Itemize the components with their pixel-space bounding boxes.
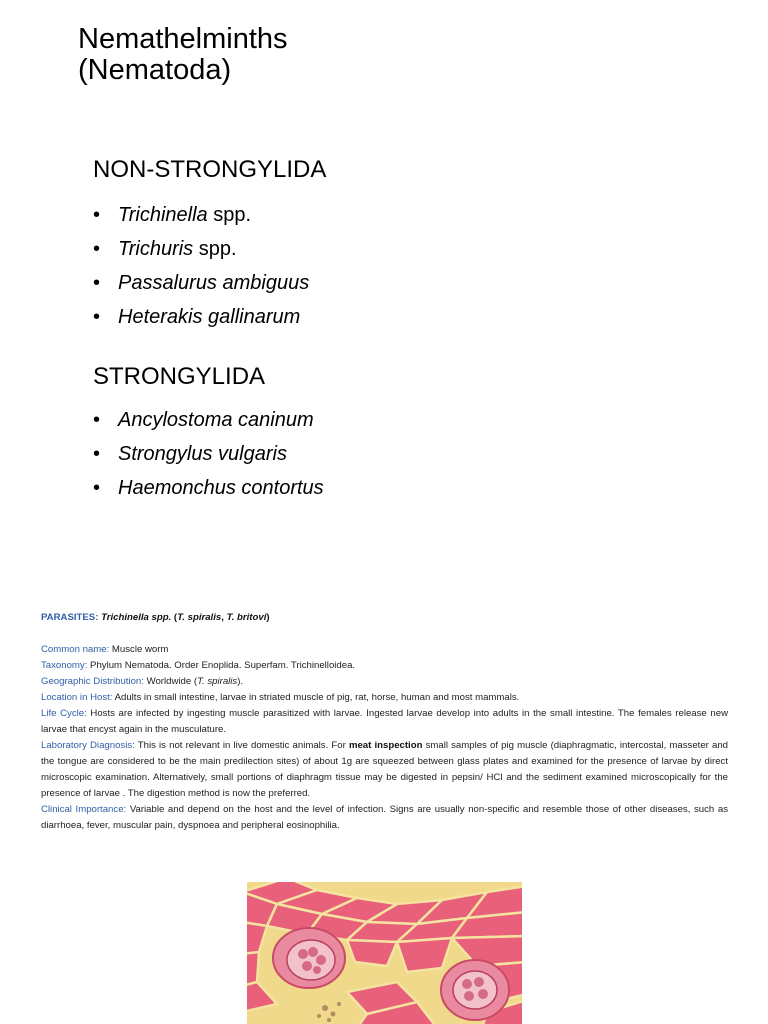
cyst-left — [273, 928, 345, 988]
geographic-distribution-line: Geographic Distribution: Worldwide (T. spiralis). — [41, 676, 244, 687]
list-item: • Trichuris spp. — [93, 235, 309, 269]
micrograph-image — [247, 882, 522, 1024]
clinical-importance-paragraph: Clinical Importance: Variable and depend on the host and the level of infection. Signs are usually non-specific and resemble those of other diseases, such as diarrhoea, fever, muscular pain, dyspnoea and peripheral eosinophilia. — [41, 804, 729, 831]
bullet-icon: • — [93, 306, 101, 328]
location-in-host-line: Location in Host: Adults in small intestine, larvae in striated muscle of pig, rat, horse, human and most mammals. — [41, 692, 520, 703]
list-item: • Passalurus ambiguus — [93, 269, 309, 303]
list-item: • Strongylus vulgaris — [93, 440, 324, 474]
list-item: • Ancylostoma caninum — [93, 406, 324, 440]
common-name-line: Common name: Muscle worm — [41, 644, 169, 655]
trichinella-muscle-micrograph — [247, 882, 522, 1024]
cyst-right — [441, 960, 509, 1020]
strongylida-heading: STRONGYLIDA — [93, 363, 266, 390]
title-line-2: (Nematoda) — [78, 54, 232, 86]
non-strongylida-list — [93, 201, 309, 337]
bullet-icon: • — [93, 272, 101, 294]
page-title — [78, 24, 288, 86]
taxonomy-line: Taxonomy: Phylum Nematoda. Order Enoplida. Superfam. Trichinelloidea. — [41, 660, 356, 671]
bullet-icon: • — [93, 238, 101, 260]
list-item: • Trichinella spp. — [93, 201, 309, 235]
non-strongylida-heading: NON-STRONGYLIDA — [93, 156, 327, 183]
bullet-icon: • — [93, 443, 101, 465]
bullet-icon: • — [93, 204, 101, 226]
parasites-line: PARASITES: Trichinella spp. (T. spiralis, T. britovi) — [41, 612, 270, 623]
parasite-info-sheet — [41, 610, 728, 834]
strongylida-list — [93, 406, 324, 508]
title-line-1: Nemathelminths — [78, 23, 288, 55]
life-cycle-paragraph: Life Cycle: Hosts are infected by ingesting muscle parasitized with larvae. Ingested larvae develop into adults in the small intestine. The females release new larvae that encyst again in the musculature. — [41, 708, 728, 735]
bullet-icon: • — [93, 477, 101, 499]
list-item: • Heterakis gallinarum — [93, 303, 309, 337]
list-item: • Haemonchus contortus — [93, 474, 324, 508]
bullet-icon: • — [93, 409, 101, 431]
laboratory-diagnosis-paragraph: Laboratory Diagnosis: This is not relevant in live domestic animals. For meat inspection small samples of pig muscle (diaphragmatic, intercostal, masseter and the tongue are considered to be the main predilection sites) of about 1g are squeezed between glass plates and examined for the presence of larvae by direct microscopic examination. Alternatively, small portions of diaphragm tissue may be digested in pepsin/ HCl and the sediment examined microscopically for the presence of larvae . The digestion method is now the preferred. — [41, 740, 728, 799]
